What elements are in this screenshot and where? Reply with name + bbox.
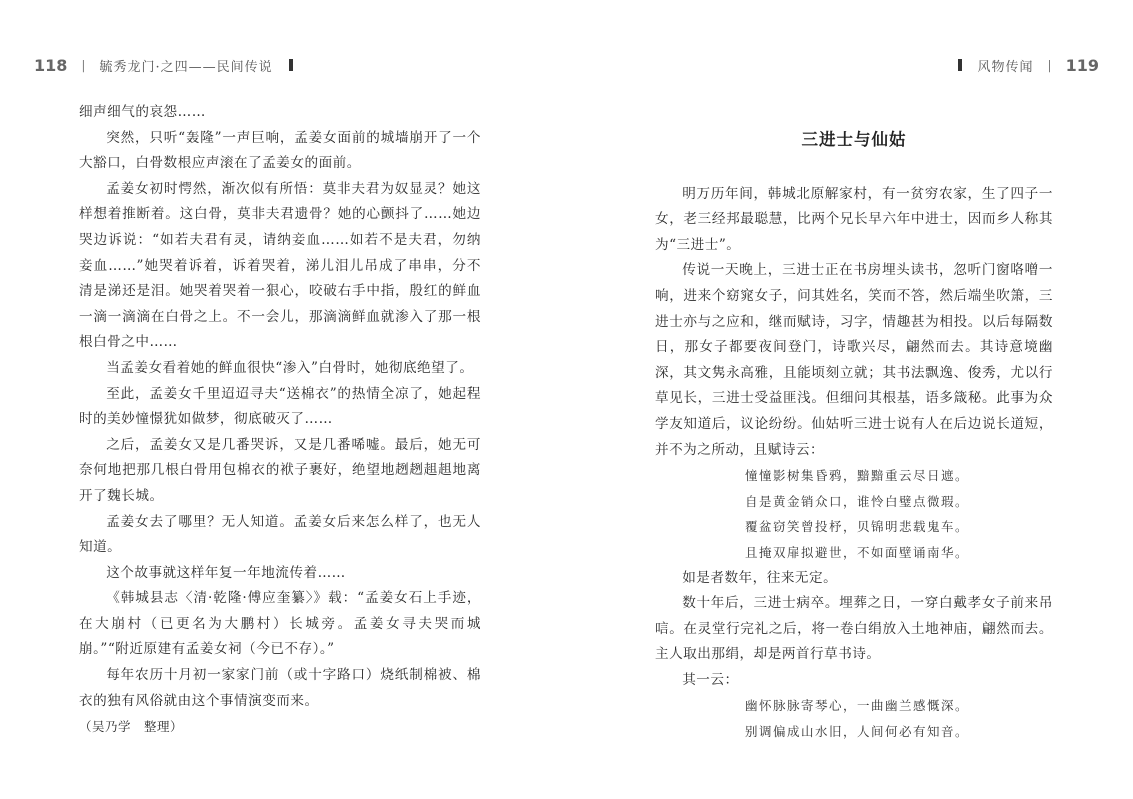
poem-line: 幽怀脉脉寄琴心，一曲幽兰感慨深。 (745, 698, 970, 714)
right-page-number: 119 (1065, 55, 1099, 75)
poem-line: 憧憧影树集昏鸦，黯黯重云尽日遮。 (745, 468, 970, 484)
header-separator: | (1047, 58, 1052, 72)
poem-line: 别调偏成山水旧，人间何必有知音。 (745, 724, 970, 740)
right-paragraphs-intro (655, 182, 1053, 464)
paragraph: 细声细气的哀怨…… (79, 104, 206, 120)
left-page-number: 118 (34, 55, 68, 75)
paragraph: 数十年后，三进士病卒。埋葬之日，一穿白戴孝女子前来吊唁。在灵堂行完礼之后，将一卷白绢放入土地神庙，翩然而去。主人取出那绢，却是两首行草书诗。 (655, 595, 1053, 663)
right-page-body (655, 100, 1053, 745)
right-paragraphs-continued (655, 566, 1053, 694)
story-credit: （吴乃学 整理） (79, 719, 184, 735)
story-title: 三进士与仙姑 (801, 130, 907, 149)
paragraph: 《韩城县志〈清·乾隆·傅应奎纂〉》载：“孟姜女石上手迹，在大崩村（已更名为大鹏村）长城旁。孟姜女寻夫哭而城崩。”“附近原建有孟姜女祠（今已不存）。” (79, 590, 481, 658)
poem-one (655, 463, 1053, 565)
paragraph: 其一云： (682, 671, 739, 688)
poem-line: 且掩双扉拟避世，不如面壁诵南华。 (745, 544, 970, 560)
left-paragraphs (79, 100, 481, 714)
left-running-head-title: 毓秀龙门·之四——民间传说 (99, 59, 273, 75)
left-page-body (79, 100, 481, 740)
poem-line: 覆盆窃笑曾投杼，贝锦明悲载鬼车。 (745, 519, 970, 535)
paragraph: 如是者数年，往来无定。 (682, 569, 838, 586)
header-block-marker (289, 59, 293, 71)
poem-two (655, 693, 1053, 744)
paragraph: 孟姜女初时愕然，渐次似有所悟：莫非夫君为奴显灵？她这样想着推断着。这白骨，莫非夫君遗骨？她的心颤抖了……她边哭边诉说：“如若夫君有灵，请纳妾血……如若不是夫君，勿纳妾血……”她哭着诉着，诉着哭着，涕儿泪儿吊成了串串，分不清是涕还是泪。她哭着哭着一狠心，咬破右手中指，殷红的鲜血一滴一滴滴在白骨之上。不一会儿，那滴滴鲜血就渗入了那一根根白骨之中…… (79, 180, 481, 351)
left-running-header (34, 55, 293, 75)
paragraph: 之后，孟姜女又是几番哭诉，又是几番唏嘘。最后，她无可奈何地把那几根白骨用包棉衣的袱子裹好，绝望地趔趔趄趄地离开了魏长城。 (79, 436, 481, 504)
paragraph: 每年农历十月初一家家门前（或十字路口）烧纸制棉被、棉衣的独有风俗就由这个事情演变而来。 (79, 667, 481, 709)
paragraph: 孟姜女去了哪里？无人知道。孟姜女后来怎么样了，也无人知道。 (79, 513, 481, 556)
paragraph: 明万历年间，韩城北原解家村，有一贫穷农家，生了四子一女，老三经邦最聪慧，比两个兄长早六年中进士，因而乡人称其为“三进士”。 (655, 185, 1053, 253)
poem-line: 自是黄金销众口，谁怜白璧点微瑕。 (745, 493, 970, 509)
right-running-header (958, 55, 1099, 75)
paragraph: 传说一天晚上，三进士正在书房埋头读书，忽听门窗咯噌一响，进来个窈窕女子，问其姓名，笑而不答，然后端坐吹箫，三进士亦与之应和，继而赋诗，习字，情趣甚为相投。以后每隔数日，那女子都要夜间登门，诗歌兴尽，翩然而去。其诗意境幽深，其文隽永高雅，且能顷刻立就；其书法飘逸、俊秀，尤以行草见长，三进士受益匪浅。但细问其根基，语多箴秘。此事为众学友知道后，议论纷纷。仙姑听三进士说有人在后边说长道短，并不为之所动，且赋诗云： (655, 262, 1053, 458)
header-separator: | (81, 58, 86, 72)
right-running-head-title: 风物传闻 (977, 59, 1034, 75)
paragraph: 这个故事就这样年复一年地流传着…… (106, 564, 346, 581)
paragraph: 当孟姜女看着她的鲜血很快“渗入”白骨时，她彻底绝望了。 (106, 359, 474, 376)
paragraph: 至此，孟姜女千里迢迢寻夫“送棉衣”的热情全凉了，她起程时的美妙憧憬犹如做梦，彻底破灭了…… (79, 385, 481, 428)
paragraph: 突然，只听“轰隆”一声巨响，孟姜女面前的城墙崩开了一个大豁口，白骨数根应声滚在了孟姜女的面前。 (79, 129, 481, 172)
header-block-marker (958, 59, 962, 71)
